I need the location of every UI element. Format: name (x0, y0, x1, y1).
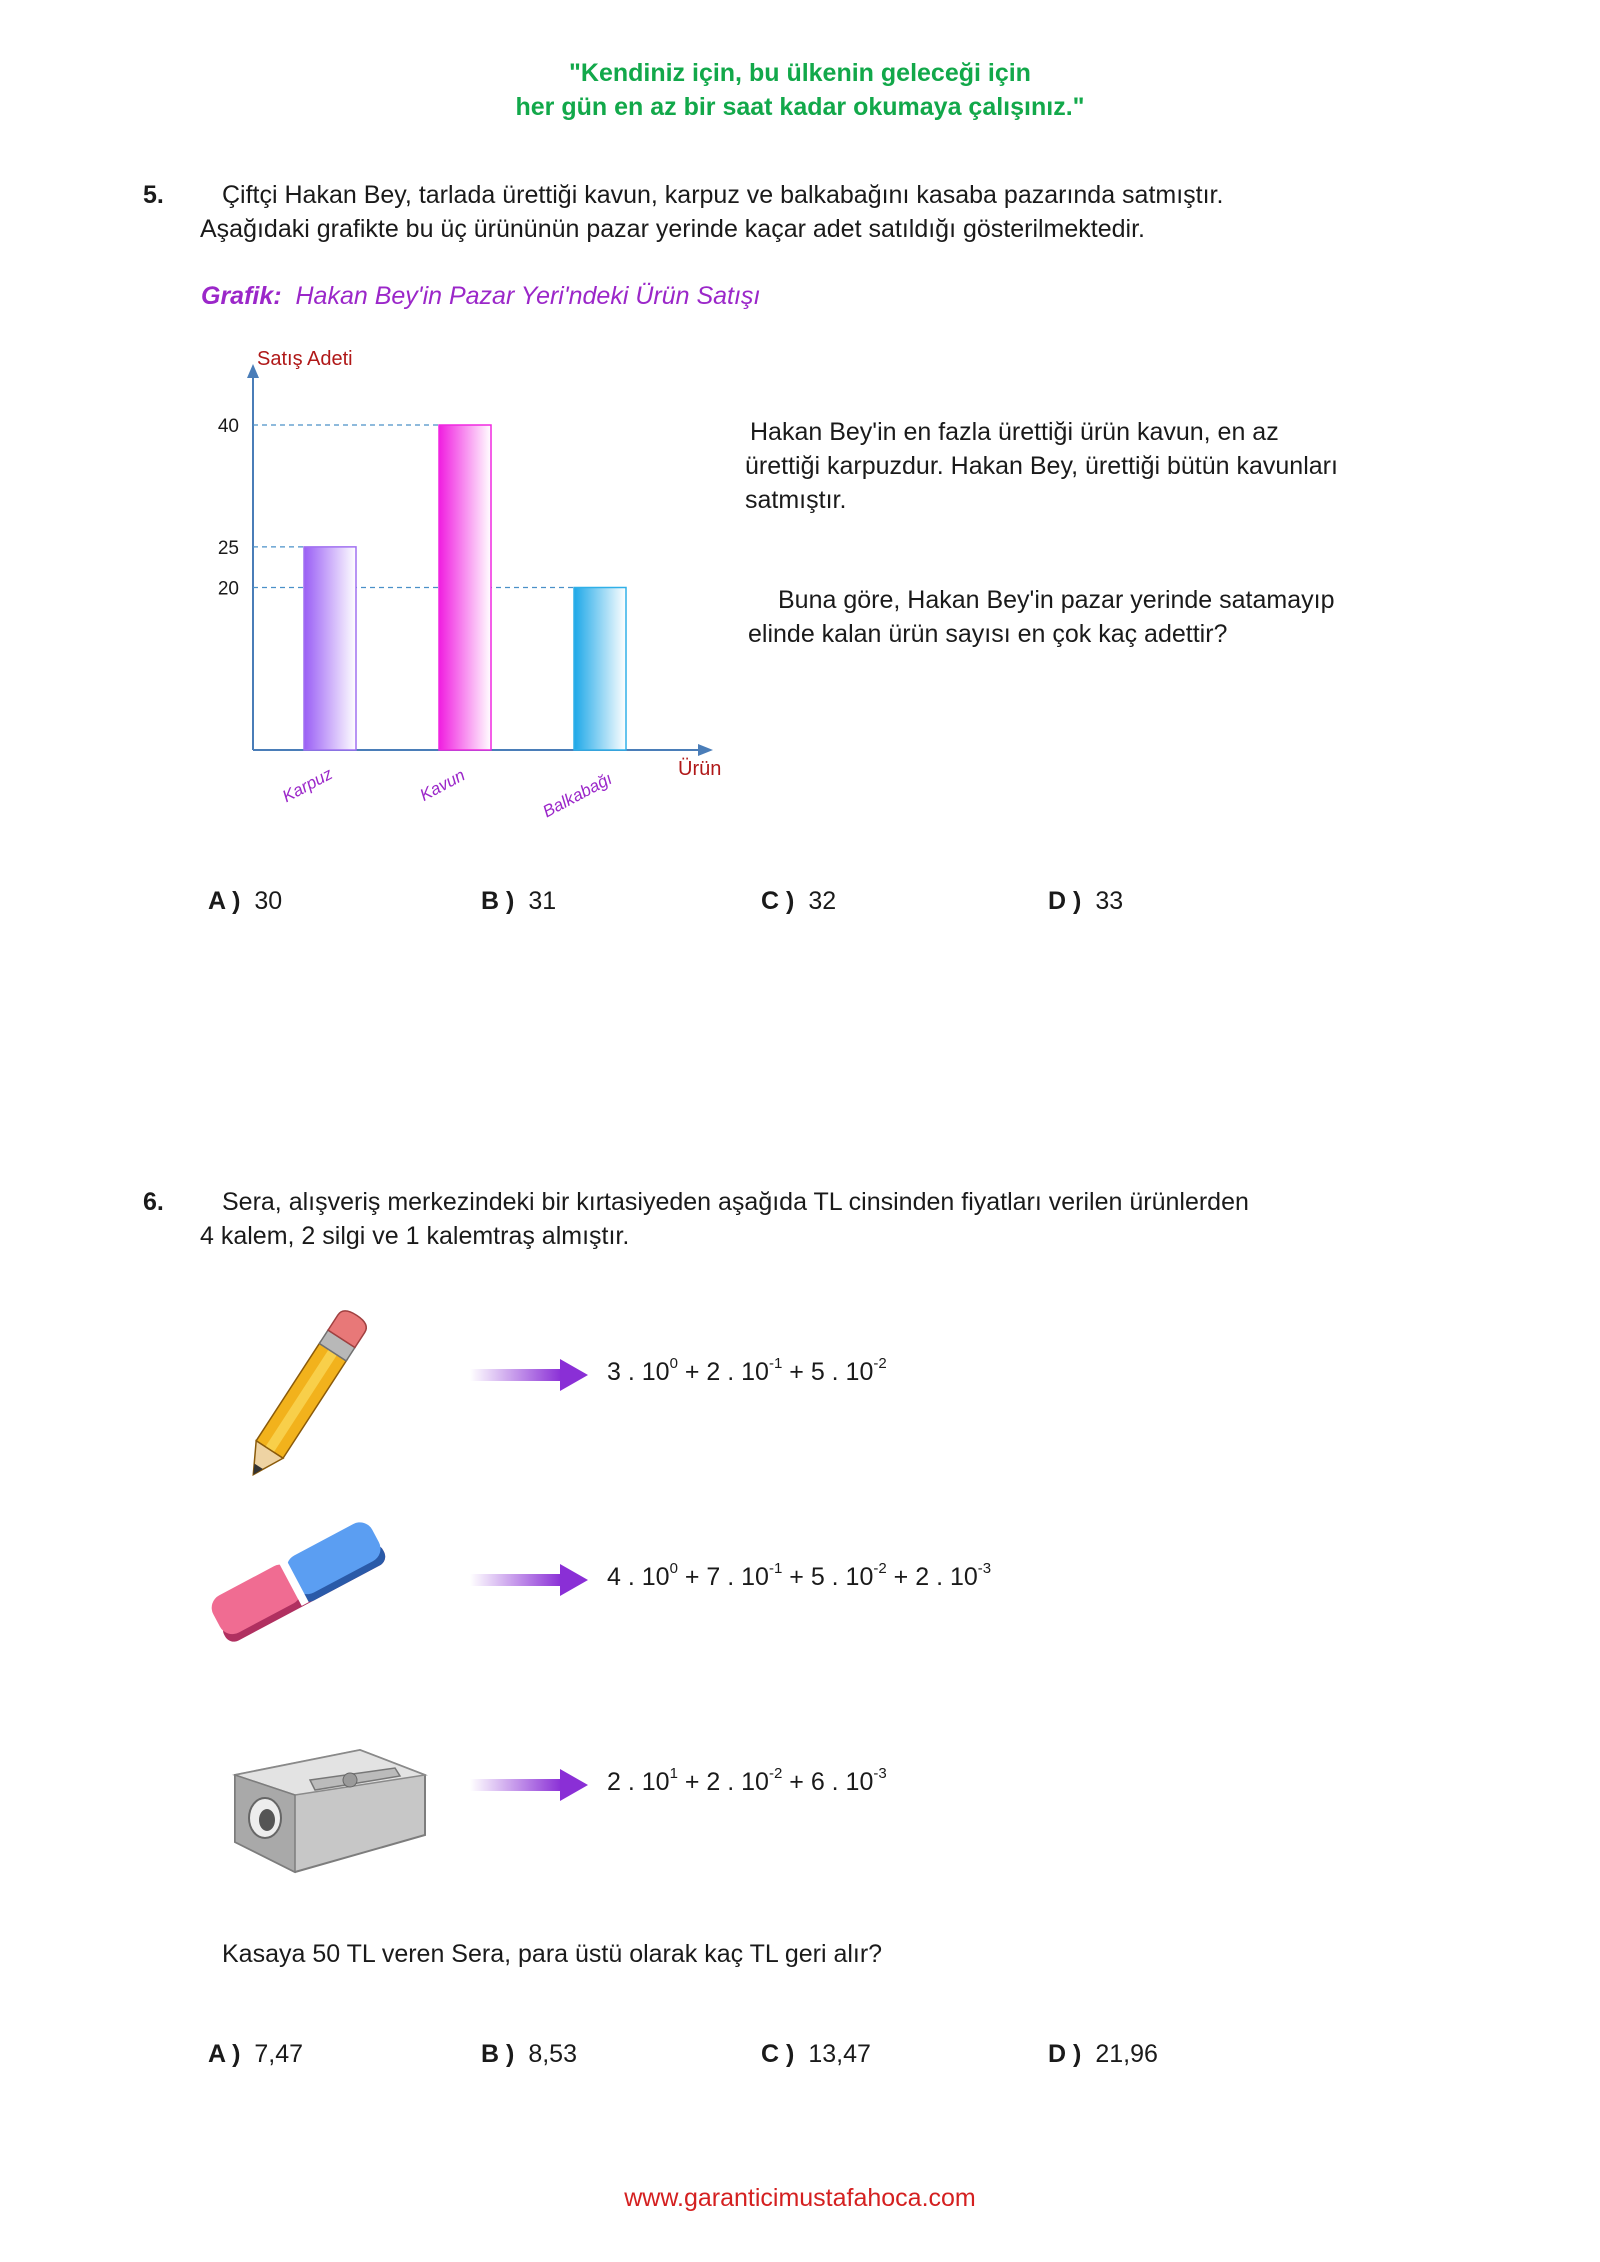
arrow-icon (470, 1562, 590, 1598)
bar (574, 588, 626, 751)
x-tick-label: Balkabağı (539, 769, 616, 822)
eraser-price-expression: 4 . $10^0 + 7$ . $10^{-1} + 5$ . $10^{-2} + 2$ . $10^{-3}$ (607, 1560, 992, 1591)
q5-option-b[interactable]: B ) 31 (481, 887, 557, 915)
pencil-icon (230, 1300, 380, 1490)
graph-title-text: Hakan Bey'in Pazar Yeri'ndeki Ürün Satışı (295, 282, 761, 310)
question-5-prompt-line-1: Buna göre, Hakan Bey'in pazar yerinde satamayıp (778, 586, 1335, 614)
question-6-line-1: Sera, alışveriş merkezindeki bir kırtasiyeden aşağıda TL cinsinden fiyatları verilen ürünlerden (222, 1188, 1249, 1216)
sharpener-icon (225, 1740, 430, 1880)
sharpener-price-expression: 2 . $10^1 + 2$ . $10^{-2} + 6$ . $10^{-3}$ (607, 1765, 887, 1796)
question-5-info-line-3: satmıştır. (745, 486, 847, 514)
graph-title (201, 282, 760, 311)
q5-option-a[interactable]: A ) 30 (208, 887, 283, 915)
x-axis-label: Ürün (678, 758, 722, 780)
q6-option-a[interactable]: A ) 7,47 (208, 2040, 304, 2068)
arrow-icon (470, 1767, 590, 1803)
motto-line-2: her gün en az bir saat kadar okumaya çalışınız." (515, 93, 1085, 121)
bar (304, 547, 356, 750)
question-5-line-2: Aşağıdaki grafikte bu üç ürününün pazar yerinde kaçar adet satıldığı gösterilmektedir. (200, 215, 1145, 243)
x-axis-arrow-icon (698, 744, 713, 756)
question-5-info-line-1: Hakan Bey'in en fazla ürettiği ürün kavun, en az (750, 418, 1279, 446)
graph-label: Grafik: (201, 282, 282, 310)
question-6-number: 6. (143, 1188, 164, 1216)
x-tick-label: Karpuz (279, 764, 336, 807)
question-5-info-line-2: ürettiği karpuzdur. Hakan Bey, ürettiği bütün kavunları (745, 452, 1338, 480)
q6-option-c[interactable]: C ) 13,47 (761, 2040, 871, 2068)
q5-option-d[interactable]: D ) 33 (1048, 887, 1124, 915)
y-axis-label: Satış Adeti (257, 348, 353, 370)
question-6-line-2: 4 kalem, 2 silgi ve 1 kalemtraş almıştır. (200, 1222, 630, 1250)
sales-bar-chart (195, 340, 755, 830)
question-5-number: 5. (143, 181, 164, 209)
q6-option-d[interactable]: D ) 21,96 (1048, 2040, 1158, 2068)
q5-option-c[interactable]: C ) 32 (761, 887, 837, 915)
question-5-line-1: Çiftçi Hakan Bey, tarlada ürettiği kavun, karpuz ve balkabağını kasaba pazarında satmıştır. (222, 181, 1224, 209)
motto-line-1: "Kendiniz için, bu ülkenin geleceği için (569, 59, 1031, 87)
y-tick-label: 25 (217, 537, 239, 559)
eraser-icon (200, 1510, 410, 1680)
footer-website[interactable]: www.garanticimustafahoca.com (624, 2184, 976, 2212)
y-tick-label: 20 (217, 578, 239, 600)
x-tick-label: Kavun (416, 765, 469, 805)
bar (439, 425, 491, 750)
question-5-prompt-line-2: elinde kalan ürün sayısı en çok kaç adettir? (748, 620, 1228, 648)
arrow-icon (470, 1357, 590, 1393)
question-6-prompt: Kasaya 50 TL veren Sera, para üstü olarak kaç TL geri alır? (222, 1940, 883, 1968)
q6-option-b[interactable]: B ) 8,53 (481, 2040, 577, 2068)
y-tick-label: 40 (217, 416, 239, 437)
pencil-price-expression: 3 . $10^0 + 2$ . $10^{-1} + 5$ . $10^{-2}$ (607, 1355, 887, 1386)
